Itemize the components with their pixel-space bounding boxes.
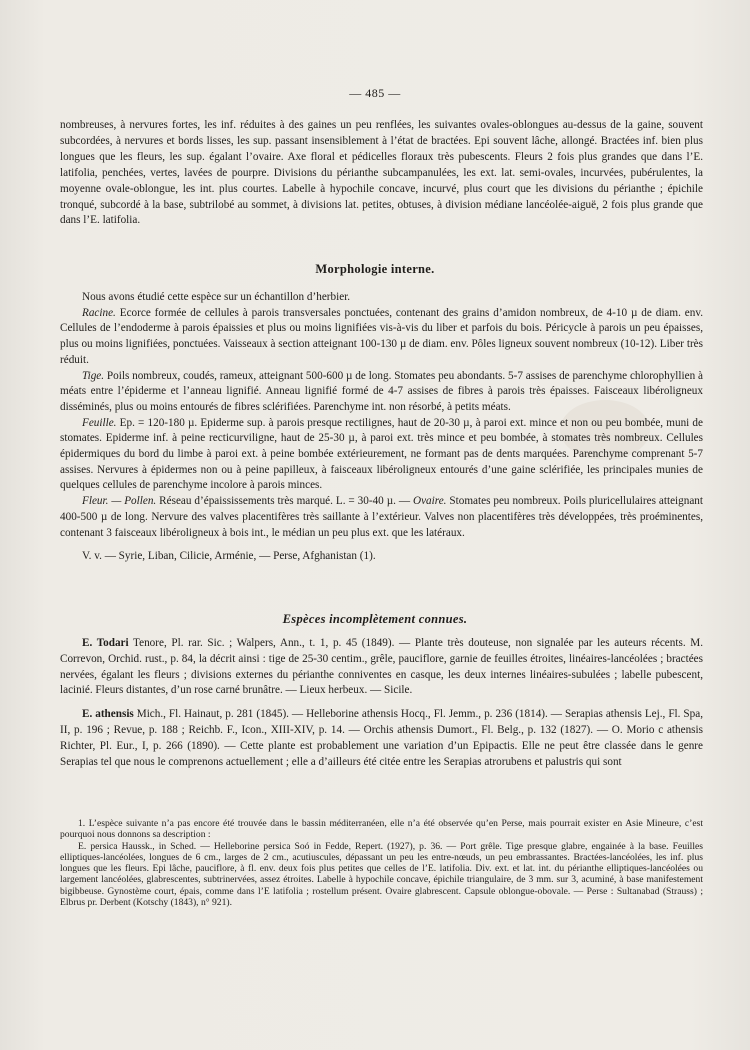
athensis-text: Mich., Fl. Hainaut, p. 281 (1845). — Helleborine athensis Hocq., Fl. Jemm., p. 236 (1814). — Serapias athensis Lej., Fl. Spa, II, p. 196 ; Revue, p. 188 ; Reichb. F., Icon., XIII-XIV, p. 14. — Orchis athensis Dumort., Fl. Belg., p. 132 (1827). — O. Morio c athensis Richter, Pl. Eur., I, p. 266 (1890). — Cette plante est probablement une variation d’un Epipactis. Elle ne peut être classée dans le genre Serapias tel que nous le comprenons actuellement ; elle a d’ailleurs été citée entre les Serapias atrorubens et palustris qui sont	[60, 708, 703, 768]
morphology-section	[60, 290, 703, 565]
footnote-persica: E. persica Haussk., in Sched. — Helleborine persica Soó in Fedde, Repert. (1927), p. 36. — Port grêle. Tige presque glabre, engainée à la base. Feuilles elliptiques-lancéolées, longues de 6 cm., larges de 2 cm., acutiuscules, dépassant un peu les entre-nœuds, un peu embrassantes. Bractées-lancéolées, les inf. plus longues que les fleurs. Epi lâche, pauciflore, à fl. env. deux fois plus petites que celles de l’E. latifolia. Div. ext. et lat. int. du périanthe elliptiques-lancéolées ou largement lancéolées, glabrescentes, subtrinervées, assez étroites. Labelle à hypochile concave, épichile triangulaire, de 3 mm. sur 3, acuminé, à base manifestement bigibbeuse. Gynostème court, épais, comme dans l’E latifolia ; rostellum présent. Ovaire glabrescent. Capsule oblongue-obovale. — Perse : Sultanabad (Strauss) ; Elbrus pr. Derbent (Kotschy (1843), n° 921).	[60, 840, 703, 909]
intro-paragraph	[60, 118, 703, 229]
especes-section	[60, 636, 703, 770]
fleur-text-b: Stomates peu nombreux. Poils pluricellulaires atteignant 400-500 µ de long. Nervure des valves placentifères très saillante à l’extérieur. Valves non placentifères très développées, très proéminentes, contenant 3 faisceaux libéroligneux à bois int., le médian un peu plus ext. que les latéraux.	[60, 495, 703, 539]
feuille-label: Feuille.	[82, 416, 117, 429]
todari-text: Tenore, Pl. rar. Sic. ; Walpers, Ann., t. 1, p. 45 (1849). — Plante très douteuse, non signalée par les auteurs récents. M. Correvon, Orchid. rust., p. 84, la décrit ainsi : tige de 25-30 centim., grêle, pauciflore, garnie de feuilles étroites, linéaires-lancéolées ; bractées nervées, égalant les fleurs ; divisions externes du périanthe conniventes en casque, les deux internes linéaires-subulées ; labelle pubescent, lacinié. Fleurs distantes, d’un rose carné brunâtre. — Lieux herbeux. — Sicile.	[60, 637, 703, 697]
feuille-paragraph	[60, 416, 703, 495]
athensis-name: E. athensis	[82, 708, 134, 721]
tige-paragraph	[60, 369, 703, 416]
footnote	[60, 818, 703, 908]
page-number: — 485 —	[349, 86, 401, 100]
section-heading-especes	[0, 612, 750, 627]
tige-text: Poils nombreux, coudés, rameux, atteignant 500-600 µ de long. Stomates peu abondants. 5-7 assises de parenchyme chlorophyllien à méats entre l’épiderme et l’anneau lignifié. Anneau lignifié formé de 4-7 assises de fibres à parois très épaisses. Faisceaux libéroligneux disséminés, plus ou moins entourés de fibres sclérifiées. Parenchyme int. non résorbé, à petits méats.	[60, 369, 703, 413]
section-heading-morphology	[0, 262, 750, 277]
racine-paragraph	[60, 306, 703, 369]
athensis-paragraph	[60, 707, 703, 770]
todari-paragraph	[60, 636, 703, 699]
footnote-lead: 1. L’espèce suivante n’a pas encore été trouvée dans le bassin méditerranéen, elle n’a été observée qu’en Perse, mais pourrait exister en Asie Mineure, c’est pourquoi nous donnons sa description :	[60, 818, 703, 841]
distribution-line: V. v. — Syrie, Liban, Cilicie, Arménie, — Perse, Afghanistan (1).	[82, 550, 376, 563]
ovaire-label: Ovaire.	[413, 495, 447, 508]
feuille-text: Ep. = 120-180 µ. Epiderme sup. à parois presque rectilignes, haut de 20-30 µ, à paroi ext. mince et non ou peu bombée, muni de stomates. Epiderme inf. à peine recticurviligne, haut de 25-30 µ, à paroi ext. très mince et peu bombée, à stomates très nombreux. Cellules épidermiques du bord du limbe à paroi ext. à peine bombée extérieurement, ne formant pas de dents marquées. Parenchyme comprenant 5-7 assises. Nervures à épidermes non ou à peine papilleux, à faisceaux libéroligneux entourés d’une gaine sclérifiée, les principales munies de quelques cellules de parenchyme incolore à parois minces.	[60, 416, 703, 492]
tige-label: Tige.	[82, 369, 105, 382]
morphology-intro: Nous avons étudié cette espèce sur un échantillon d’herbier.	[82, 291, 351, 303]
fleur-paragraph	[60, 494, 703, 541]
intro-text: nombreuses, à nervures fortes, les inf. réduites à des gaines un peu renflées, les suivantes ovales-oblongues au-dessus de la gaine, souvent subcordées, à nervures et bords lisses, les sup. passant insensiblement à l’état de bractées. Epi souvent lâche, allongé. Bractées inf. bien plus longues que les fleurs, les sup. égalant l’ovaire. Axe floral et pédicelles floraux très pubescents. Fleurs 2 fois plus grandes que dans l’E. latifolia, penchées, vertes, lavées de pourpre. Divisions du périanthe subcampanulées, les ext. lat. semi-ovales, incurvées, pubérulentes, la moyenne ovale-oblongue, les int. plus courtes. Labelle à hypochile concave, incurvé, plus court que les divisions du périanthe ; épichile tronqué, subcordé à la base, subtrilobé au sommet, à divisions lat. petites, obtuses, à division médiane lancéolée-aiguë, 2 fois plus grande que dans l’E. latifolia.	[60, 119, 703, 227]
fleur-text-a: Réseau d’épaississements très marqué. L. = 30-40 µ. —	[156, 495, 414, 508]
fleur-label: Fleur. — Pollen.	[82, 495, 157, 508]
todari-name: E. Todari	[82, 637, 129, 649]
racine-text: Ecorce formée de cellules à parois transversales ponctuées, contenant des grains d’amidon nombreux, de 4-10 µ de diam. env. Cellules de l’endoderme à parois épaissies et plus ou moins lignifiées vis-à-vis du liber et parfois du bois. Péricycle à parois un peu épaisses, plus ou moins lignifiées, ponctuées. Vaisseaux à section atteignant 100-130 µ de diam. env. Pôles ligneux souvent nombreux (10-12). Liber très réduit.	[60, 306, 703, 366]
heading-text: Morphologie interne.	[315, 262, 435, 276]
heading-text: Espèces incomplètement connues.	[282, 612, 468, 626]
racine-label: Racine.	[82, 306, 116, 319]
